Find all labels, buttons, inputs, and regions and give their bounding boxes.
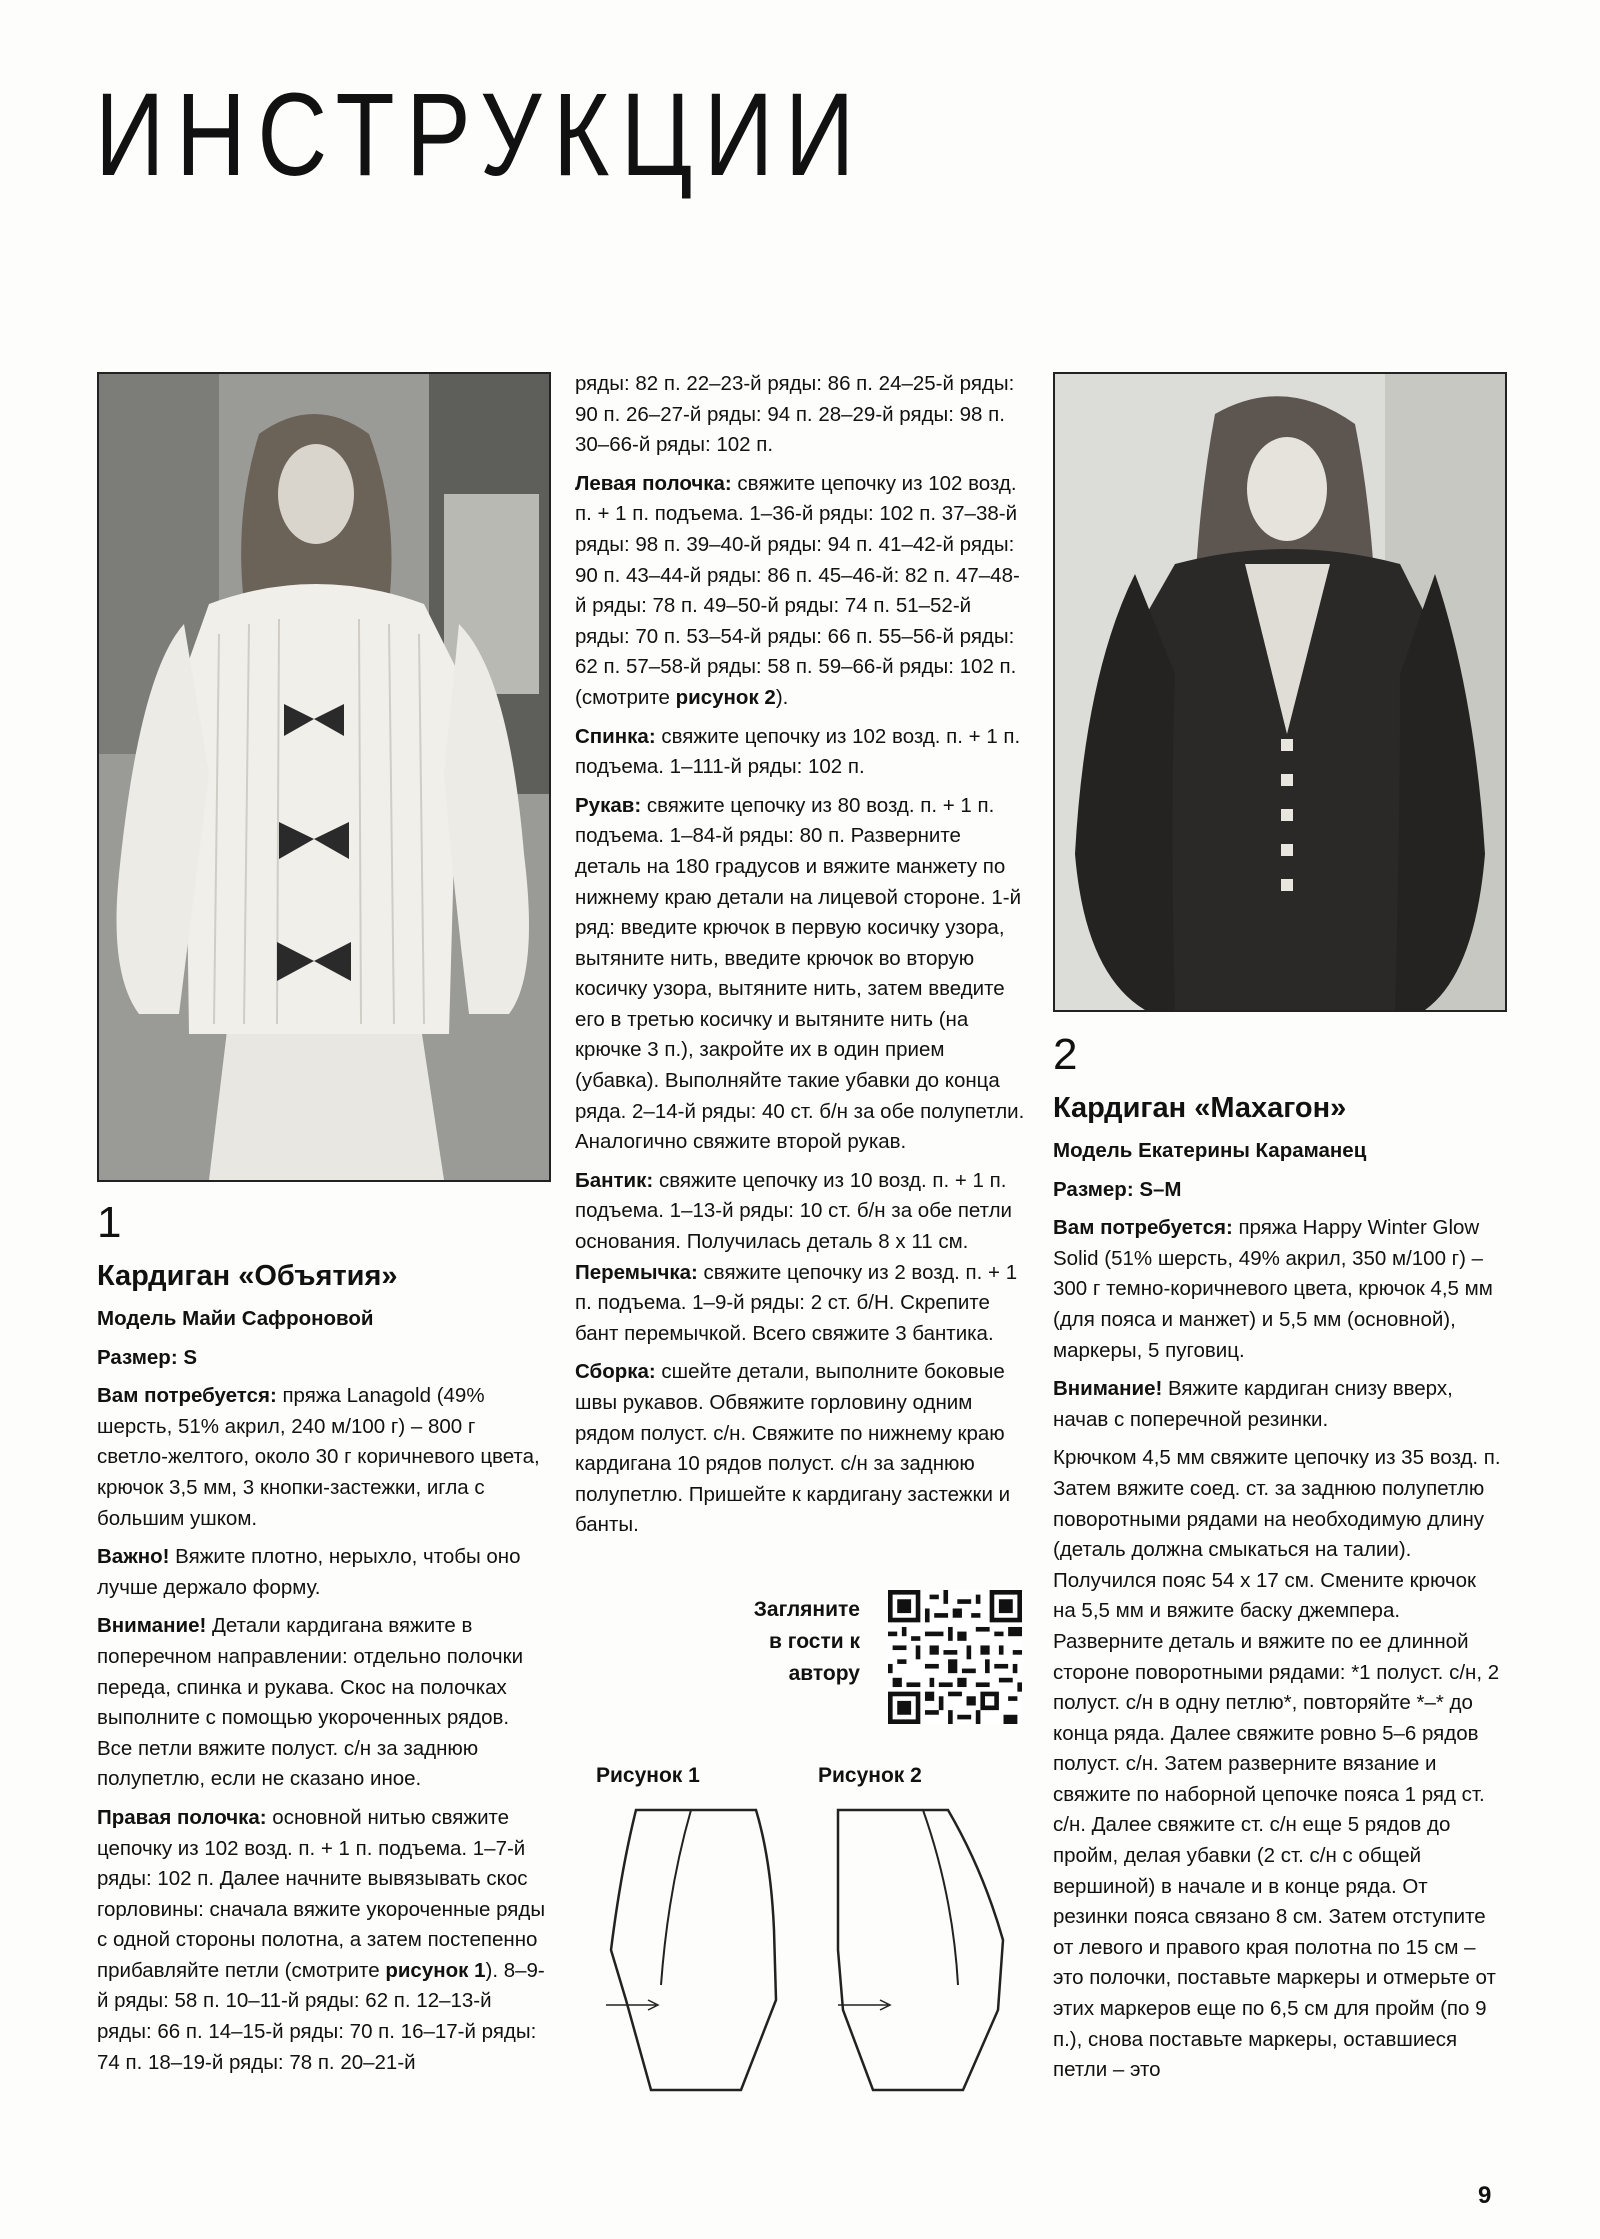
qr-caption: Загляните в гости к автору bbox=[753, 1598, 860, 1685]
model2-attention: Внимание! Вяжите кардиган снизу вверх, начав с поперечной резинки. bbox=[1053, 1377, 1453, 1431]
page-title: ИНСТРУКЦИИ bbox=[95, 69, 866, 201]
model1-right-front: Правая полочка: основной нитью свяжите цепочку из 102 возд. п. + 1 п. подъема. 1–7-й ряды: 102 п. Далее начните вывязывать скос горловины: сначала вяжите укороченные ряды с одной стороны полотна, а затем постепенно прибавляйте петли (смотрите рисунок 1). 8–9-й ряды: 58 п. 10–11-й ряды: 62 п. 12–13-й ряды: 66 п. 14–15-й ряды: 70 п. 16–17-й ряды: 74 п. 18–19-й ряды: 78 п. 20–21-й bbox=[97, 1805, 546, 2074]
model2-photo bbox=[1053, 372, 1507, 1012]
model2-number: 2 bbox=[1053, 1030, 1078, 1079]
model1-assembly: Сборка: сшейте детали, выполните боковые швы рукавов. Обвяжите горловину одним рядом полуст. с/н. Свяжите по нижнему краю кардигана 10 рядов полуст. с/н за заднюю полупетлю. Пришейте к кардигану застежки и банты. bbox=[575, 1360, 1011, 1537]
model2-body: Крючком 4,5 мм свяжите цепочку из 35 возд. п. Затем вяжите соед. ст. за заднюю полупетлю поворотными рядами на необходимую длину (деталь должна смыкаться на талии). Получился пояс 54 х 17 см. Смените крючок на 5,5 мм и вяжите баску джемпера. Разверните деталь и вяжите по ее длинной стороне поворотными рядами: *1 полуст. с/н, 2 полуст. с/н в одну петлю*, повторяйте *–* до конца ряда. Далее свяжите ровно 5–6 рядов полуст. с/н. Затем разверните вязание и свяжите по наборной цепочке пояса 1 ряд ст. с/н. Далее свяжите ст. с/н еще 5 рядов до пройм, делая убавки (2 ст. с/н с общей вершиной) в начале и в конце ряда. От резинки пояса связано 8 см. Затем отступите от левого и правого края полотна по 15 см – это полочки, поставьте маркеры и отмерьте от этих маркеров еще по 6,5 см для пройм (по 9 п.), снова поставьте маркеры, оставшиеся петли – это bbox=[1053, 1446, 1501, 2082]
model1-right-front-cont: ряды: 82 п. 22–23-й ряды: 86 п. 24–25-й ряды: 90 п. 26–27-й ряды: 94 п. 28–29-й ряды: 98 п. 30–66-й ряды: 102 п. bbox=[575, 372, 1015, 457]
model1-important: Важно! Вяжите плотно, нерыхло, чтобы оно лучше держало форму. bbox=[97, 1545, 521, 1599]
model2-needs: Вам потребуется: пряжа Happy Winter Glow Solid (51% шерсть, 49% акрил, 350 м/100 г) – 300 г темно-коричневого цвета, крючок 4,5 мм (для пояса и манжет) и 5,5 мм (основной), маркеры, 5 пуговиц. bbox=[1053, 1216, 1493, 1362]
model1-bow: Бантик: свяжите цепочку из 10 возд. п. + 1 п. подъема. 1–13-й ряды: 10 ст. б/н за обе петли основания. Получилась деталь 8 х 11 см. bbox=[575, 1168, 1012, 1254]
model1-needs: Вам потребуется: пряжа Lanagold (49% шерсть, 51% акрил, 240 м/100 г) – 800 г светло-желтого, около 30 г коричневого цвета, крючок 3,5 мм, 3 кнопки-застежки, игла с большим ушком. bbox=[97, 1384, 540, 1530]
model1-number: 1 bbox=[97, 1198, 122, 1247]
model2-title: Кардиган «Махагон» bbox=[1053, 1092, 1347, 1124]
figure-1-diagram bbox=[596, 1800, 796, 2100]
figure-2-label: Рисунок 2 bbox=[818, 1764, 922, 1787]
figure-2-diagram bbox=[818, 1800, 1018, 2100]
model1-size: Размер: S bbox=[97, 1345, 198, 1369]
model1-back: Спинка: свяжите цепочку из 102 возд. п. + 1 п. подъема. 1–111-й ряды: 102 п. bbox=[575, 724, 1021, 779]
column-3 bbox=[1053, 1030, 1503, 2094]
model1-bridge: Перемычка: свяжите цепочку из 2 возд. п. + 1 п. подъема. 1–9-й ряды: 2 ст. б/Н. Скрепите бант перемычкой. Всего свяжите 3 бантика. bbox=[575, 1260, 1018, 1345]
model2-size: Размер: S–M bbox=[1053, 1177, 1182, 1201]
model1-attention: Внимание! Детали кардигана вяжите в поперечном направлении: отдельно полочки переда, спинка и рукава. Скос на полочках выполните с помощью укороченных рядов. Все петли вяжите полуст. с/н за заднюю полупетлю, если не сказано иное. bbox=[97, 1614, 524, 1791]
model1-left-front: Левая полочка: свяжите цепочку из 102 возд. п. + 1 п. подъема. 1–36-й ряды: 102 п. 37–38-й ряды: 98 п. 39–40-й ряды: 94 п. 41–42-й ряды: 90 п. 43–44-й ряды: 86 п. 45–46-й: 82 п. 47–48-й ряды: 78 п. 49–50-й ряды: 74 п. 51–52-й ряды: 70 п. 53–54-й ряды: 66 п. 55–56-й ряды: 62 п. 57–58-й ряды: 58 п. 59–66-й ряды: 102 п. (смотрите рисунок 2). bbox=[575, 471, 1020, 709]
author-qr-block bbox=[700, 1590, 1030, 1730]
qr-code[interactable] bbox=[888, 1590, 1022, 1724]
model2-author: Модель Екатерины Караманец bbox=[1053, 1139, 1367, 1162]
page-number: 9 bbox=[1478, 2182, 1492, 2209]
column-1 bbox=[97, 1198, 547, 2086]
model1-photo bbox=[97, 372, 551, 1182]
figure-1-label: Рисунок 1 bbox=[596, 1764, 700, 1787]
model1-title: Кардиган «Объятия» bbox=[97, 1260, 398, 1292]
model1-sleeve: Рукав: свяжите цепочку из 80 возд. п. + 1 п. подъема. 1–84-й ряды: 80 п. Разверните деталь на 180 градусов и вяжите манжету по нижнему краю детали на лицевой стороне. 1-й ряд: введите крючок в первую косичку узора, вытяните нить, введите крючок во вторую косичку узора, вытяните нить, затем введите его в третью косичку и вытяните нить (на крючке 3 п.), закройте их в один прием (убавка). Выполняйте такие убавки до конца ряда. 2–14-й ряды: 40 ст. б/н за обе полупетли. Аналогично свяжите второй рукав. bbox=[575, 793, 1025, 1154]
model1-author: Модель Майи Сафроновой bbox=[97, 1307, 374, 1330]
column-2 bbox=[575, 369, 1027, 1549]
